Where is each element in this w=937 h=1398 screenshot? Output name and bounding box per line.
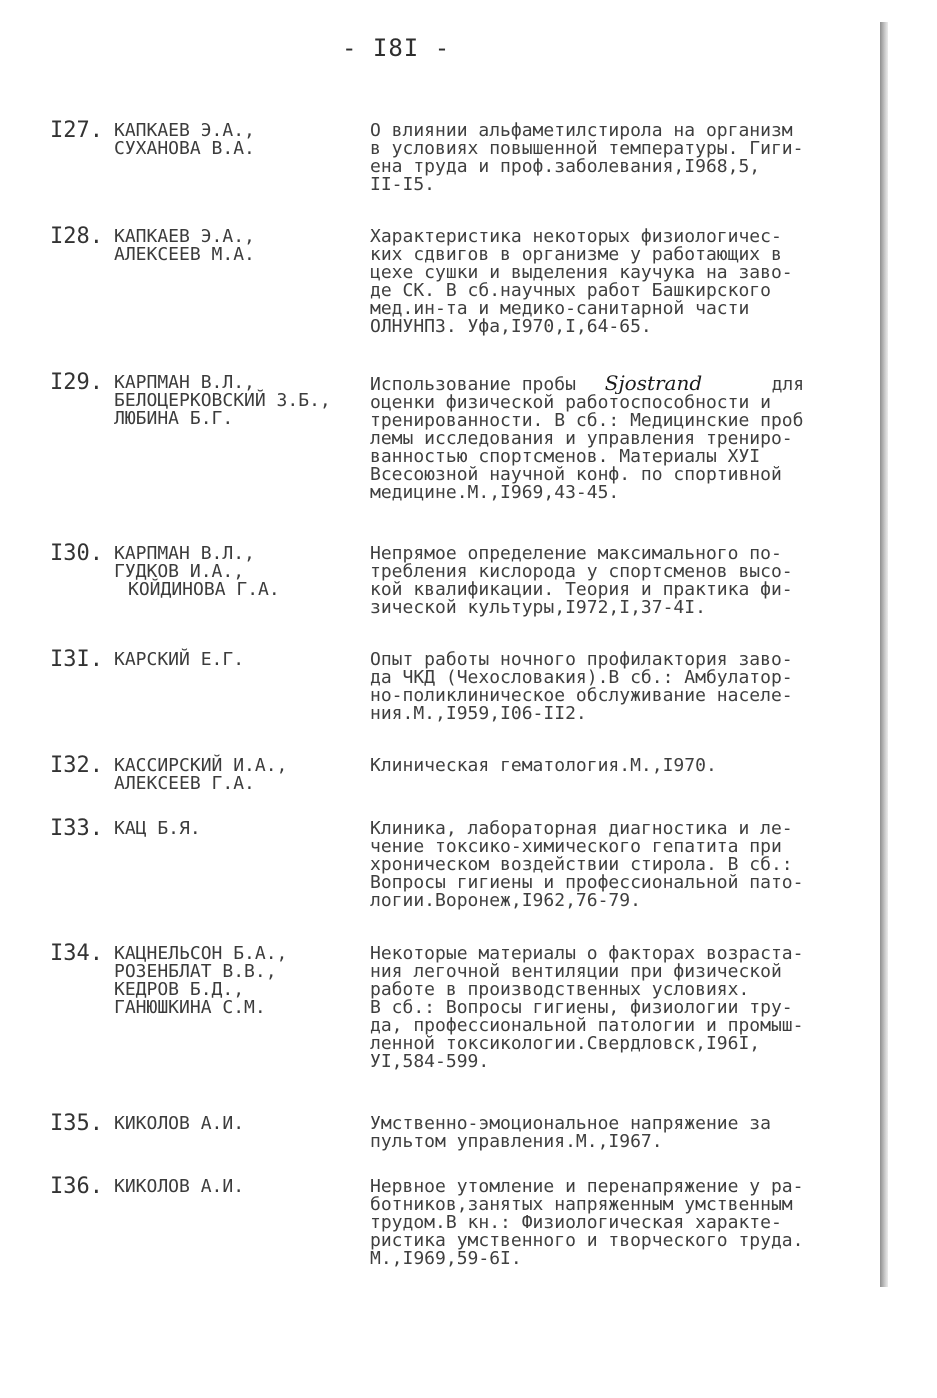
citation-line: Клиника, лабораторная диагностика и ле- [370,820,793,838]
entry-authors [114,374,364,428]
citation-line: ния легочной вентиляции при физической [370,963,782,981]
entry-authors [114,1178,364,1196]
author: РОЗЕНБЛАТ В.В., [114,961,277,982]
citation-line: в условиях повышенной температуры. Гиги- [370,140,804,158]
citation-text: для [771,374,805,394]
citation-line: лемы исследования и управления трениро- [370,430,793,448]
citation-line: Опыт работы ночного профилактория заво- [370,651,793,669]
citation-line: О влиянии альфаметилстирола на организм [370,122,793,140]
author: КАРСКИЙ Е.Г. [114,649,245,670]
citation-line: ленной токсикологии.Свердловск,I96I, [370,1035,761,1053]
entry-citation [370,1115,882,1151]
entry-citation [370,820,882,910]
entry-authors [114,545,364,599]
citation-line: да, профессиональной патологии и промыш- [370,1017,804,1035]
citation-line: ния.М.,I959,I06-II2. [370,705,587,723]
citation-line: требления кислорода у спортсменов высо- [370,563,793,581]
entry-citation [370,374,882,502]
entry-number: I3I. [50,647,103,672]
author: КЕДРОВ Б.Д., [114,979,245,1000]
citation-line: оценки физической работоспособности и [370,394,771,412]
entry-authors [114,945,364,1017]
citation-line: медицине.М.,I969,43-45. [370,484,620,502]
citation-line: трудом.В кн.: Физиологическая характе- [370,1214,782,1232]
citation-line: Всесоюзной научной конф. по спортивной [370,466,782,484]
citation-line: М.,I969,59-6I. [370,1250,522,1268]
citation-line: ванностью спортсменов. Материалы ХУI [370,448,761,466]
author: СУХАНОВА В.А. [114,138,255,159]
author: БЕЛОЦЕРКОВСКИЙ З.Б., [114,390,331,411]
author: КАПКАЕВ Э.А., [114,226,255,247]
citation-first-line [370,374,882,394]
citation-line: цехе сушки и выделения каучука на заво- [370,264,793,282]
citation-line: зической культуры,I972,I,37-4I. [370,599,706,617]
entry-authors [114,820,364,838]
author: ГУДКОВ И.А., [114,561,245,582]
entry-citation [370,945,882,1071]
citation-line: де СК. В сб.научных работ Башкирского [370,282,771,300]
author: КАРПМАН В.Л., [114,543,255,564]
entry-citation [370,1178,882,1268]
entry-number: I34. [50,941,103,966]
author: КАЦ Б.Я. [114,818,201,839]
citation-line: II-I5. [370,176,436,194]
citation-line: работе в производственных условиях. [370,981,750,999]
entry-citation [370,228,882,336]
author: КАССИРСКИЙ И.А., [114,755,288,776]
author: КАЦНЕЛЬСОН Б.А., [114,943,288,964]
citation-text: Использование пробы [370,374,576,394]
citation-line: ботников,занятых напряженным умственным [370,1196,793,1214]
entry-authors [114,1115,364,1133]
entry-number: I33. [50,816,103,841]
entry-number: I30. [50,541,103,566]
citation-line: ристика умственного и творческого труда. [370,1232,804,1250]
entry-number: I32. [50,753,103,778]
author: КОЙДИНОВА Г.А. [128,579,280,600]
citation-line: ОЛНУНПЗ. Уфа,I970,I,64-65. [370,318,652,336]
citation-line: пультом управления.М.,I967. [370,1133,663,1151]
entry-citation [370,122,882,194]
citation-line: УI,584-599. [370,1053,490,1071]
citation-line: Умственно-эмоциональное напряжение за [370,1115,771,1133]
citation-line: кой квалификации. Теория и практика фи- [370,581,793,599]
citation-line: В сб.: Вопросы гигиены, физиологии тру- [370,999,793,1017]
citation-line: Нервное утомление и перенапряжение у ра- [370,1178,804,1196]
author: КИКОЛОВ А.И. [114,1113,245,1134]
page-number: - I8I - [342,34,451,62]
author: КАРПМАН В.Л., [114,372,255,393]
citation-line: ена труда и проф.заболевания,I968,5, [370,158,761,176]
entry-number: I28. [50,224,103,249]
author: ЛЮБИНА Б.Г. [114,408,234,429]
entry-authors [114,757,364,793]
citation-line: ких сдвигов в организме у работающих в [370,246,782,264]
citation-line: логии.Воронеж,I962,76-79. [370,892,641,910]
citation-line: чение токсико-химического гепатита при [370,838,782,856]
citation-line: Вопросы гигиены и профессиональной пато- [370,874,804,892]
entry-citation [370,757,882,775]
citation-line: Непрямое определение максимального по- [370,545,782,563]
citation-line: но-поликлиническое обслуживание населе- [370,687,793,705]
author: АЛЕКСЕЕВ М.А. [114,244,255,265]
author: КАПКАЕВ Э.А., [114,120,255,141]
entry-number: I35. [50,1111,103,1136]
author: ГАНЮШКИНА С.М. [114,997,266,1018]
entry-authors [114,122,364,158]
author: АЛЕКСЕЕВ Г.А. [114,773,255,794]
entry-citation [370,545,882,617]
entry-authors [114,228,364,264]
citation-line: Некоторые материалы о факторах возраста- [370,945,804,963]
entry-authors [114,651,364,669]
citation-line: хроническом воздействии стирола. В сб.: [370,856,793,874]
entry-citation [370,651,882,723]
entry-number: I36. [50,1174,103,1199]
citation-line: мед.ин-та и медико-санитарной части [370,300,750,318]
citation-line: тренированности. В сб.: Медицинские проб [370,412,804,430]
entry-number: I29. [50,370,103,395]
handwritten-insertion: Sjostrand [604,374,703,394]
entry-number: I27. [50,118,103,143]
citation-line: Характеристика некоторых физиологичес- [370,228,782,246]
citation-line: да ЧКД (Чехословакия).В сб.: Амбулатор- [370,669,793,687]
author: КИКОЛОВ А.И. [114,1176,245,1197]
citation-line: Клиническая гематология.М.,I970. [370,757,717,775]
